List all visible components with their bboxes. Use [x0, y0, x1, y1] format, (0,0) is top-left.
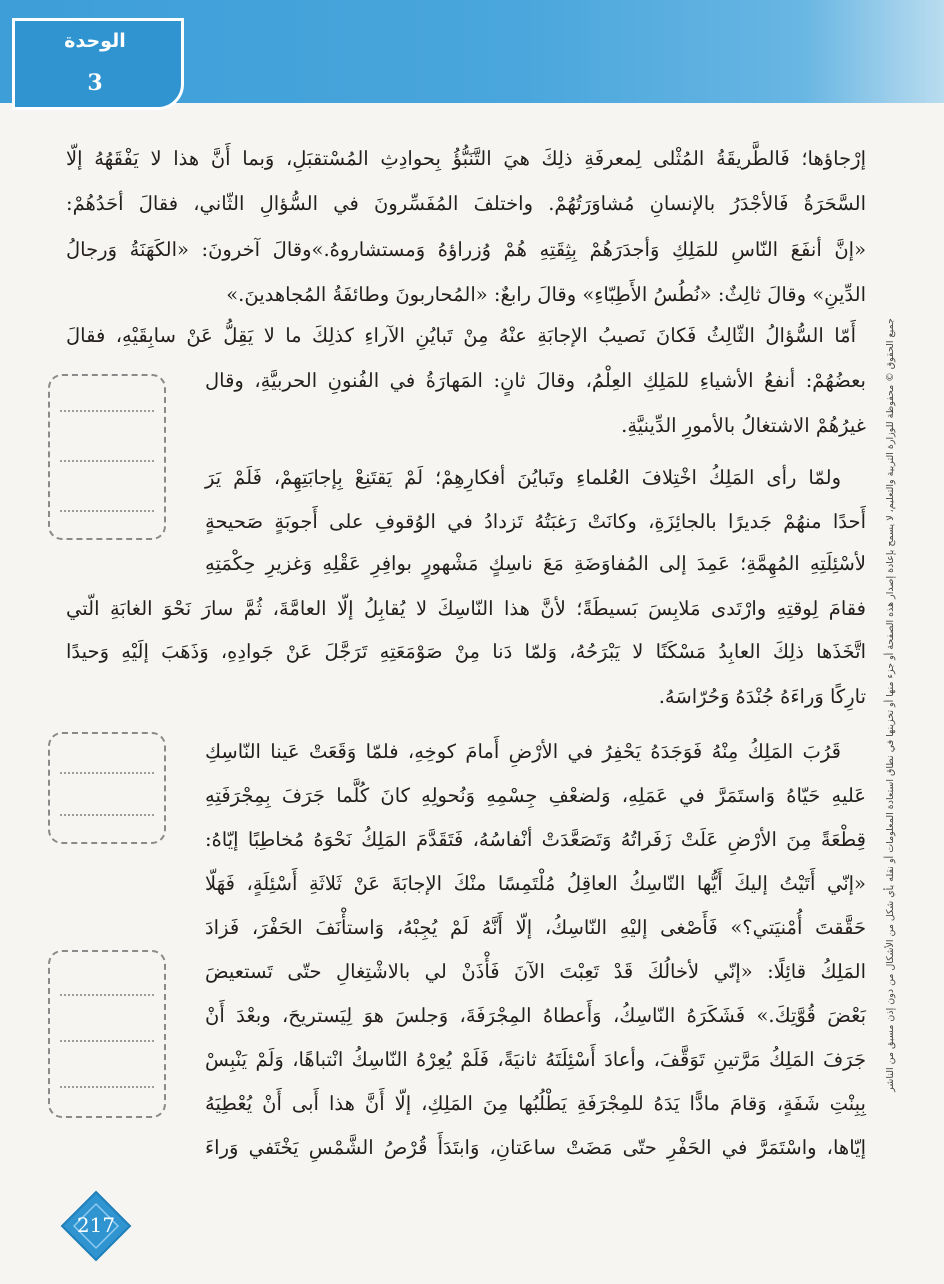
- text-line: بعضُهُمْ: أنفعُ الأشياءِ للمَلِكِ العِلْمُ، وقالَ ثانٍ: المَهارَةُ في الفُنونِ الحربيَّةِ، وقال: [205, 369, 866, 392]
- note-line: [60, 1040, 154, 1042]
- note-line: [60, 772, 154, 774]
- note-box[interactable]: [48, 950, 166, 1118]
- text-line: لأسْئِلَتِهِ المُهِمَّةِ؛ عَمِدَ إلى المُفاوَضَةِ مَعَ ناسِكٍ مَشْهورٍ بوافِرِ عَقْلِهِ وَغزيرِ حِكْمَتِهِ: [205, 552, 866, 575]
- copyright-side-note: [885, 310, 901, 1100]
- unit-number: 3: [87, 70, 103, 96]
- text-line: عَليهِ حَيّاهُ وَاستَمَرَّ في عَمَلِهِ، وَلضعْفِ جِسْمِهِ وَنُحولِهِ كانَ كُلَّما جَرَفَ بِمِجْرَفَتِهِ: [205, 784, 866, 807]
- text-line: اتَّخَذَها ذلِكَ العابِدُ مَسْكَنًا لا يَبْرَحُهُ، وَلمّا دَنا مِنْ صَوْمَعَتِهِ تَرَجَّلَ عَنْ جَوادِهِ، وَذَهَبَ إلَيْهِ وَحيدًا: [66, 640, 866, 663]
- note-box[interactable]: [48, 732, 166, 844]
- text-line: فقامَ لِوقتِهِ وارْتَدى مَلابِسَ بَسيطَةً؛ لأنَّ هذا النّاسِكَ لا يُقابِلُ إلّا العامَّةَ، ثُمَّ سارَ نَحْوَ الغابَةِ الّتي: [66, 597, 866, 620]
- note-line: [60, 410, 154, 412]
- note-line: [60, 510, 154, 512]
- text-line: «إنّي أَتَيْتُ إليكَ أَيُّها النّاسِكُ العاقِلُ مُلْتَمِسًا منْكَ الإجابَةَ عَنْ ثَلاثَةِ أَسْئِلَةٍ، فَهَلّا: [205, 872, 866, 895]
- note-line: [60, 814, 154, 816]
- text-line: المَلِكُ قائِلًا: «إنّي لأخالُكَ قَدْ تَعِبْتَ الآنَ فَأْذَنْ لي بالاشْتِغالِ حتّى تَستعيضَ: [205, 960, 866, 983]
- text-line: أَمّا السُّؤالُ الثّالِثُ فَكانَ نَصيبُ الإجابَةِ عنْهُ مِنْ تَبايُنِ الآراءِ كذلِكَ ما لا يَقِلُّ عَنْ سابِقَيْهِ، فقالَ: [66, 324, 856, 347]
- text-line: حَقَّقتَ أُمْنيَتي؟» فَأَصْغى إليْهِ النّاسِكُ، إلّا أَنَّهُ لَمْ يُجِبْهُ، وَاستأْنَفَ الحَفْرَ، فَزادَ: [205, 916, 866, 939]
- text-line: ولمّا رأى المَلِكُ اخْتِلافَ العُلماءِ وتَبايُنَ أفكارِهِمْ؛ لَمْ يَقتَنِعْ بِإجابَتِهِمْ، فَلَمْ يَرَ: [205, 466, 841, 489]
- text-line: غيرُهُمْ الاشتغالُ بالأمورِ الدِّينيَّةِ.: [621, 414, 866, 437]
- text-line: بِبِنْتِ شَفَةٍ، وَقامَ مادًّا يَدَهُ للمِجْرَفَةِ يَطْلُبُها مِنَ المَلِكِ، إلّا أَنَّ هذا أَبى أَنْ يُعْطِيَهُ: [205, 1092, 866, 1115]
- text-line: إرْجاؤها؛ فَالطَّريقَةُ المُثْلى لِمعرفَةِ ذلِكَ هيَ التَّنَبُّؤُ بِحوادِثِ المُسْتقبَلِ، وَبما أَنَّ هذا لا يَفْقَهُهُ إلّا: [66, 147, 866, 170]
- text-line: إيّاها، واسْتَمَرَّ في الحَفْرِ حتّى مَضَتْ ساعَتانِ، وَابتَدَأَ قُرْصُ الشَّمْسِ يَخْتَفي وَراءَ: [205, 1136, 866, 1159]
- note-line: [60, 460, 154, 462]
- note-line: [60, 994, 154, 996]
- page-number: 217: [76, 1213, 116, 1237]
- note-box[interactable]: [48, 374, 166, 540]
- text-line: قِطْعَةً مِنَ الأرْضِ عَلَتْ زَفَراتُهُ وَتَصَعَّدَتْ أنْفاسُهُ، فَتَقَدَّمَ المَلِكُ نَحْوَهُ مُخاطِبًا إيّاهُ:: [205, 828, 866, 851]
- text-line: الدِّينِ» وقالَ ثالِثٌ: «نُطُسُ الأَطِبّاءِ» وقالَ رابعٌ: «المُحاربونَ وطائفَةُ المُجاهدينَ.»: [226, 283, 866, 306]
- text-line: جَرَفَ المَلِكُ مَرَّتينِ تَوَقَّفَ، وأعادَ أَسْئِلَتَهُ ثانيَةً، فَلَمْ يُعِرْهُ النّاسِكُ انْتباهًا، وَلَمْ يَنْبِسْ: [205, 1048, 866, 1071]
- text-line: قَرُبَ المَلِكُ مِنْهُ فَوَجَدَهُ يَحْفِرُ في الأرْضِ أَمامَ كوخِهِ، فلمّا وَقَعَتْ عَينا النّاسِكِ: [205, 740, 841, 763]
- note-line: [60, 1086, 154, 1088]
- text-line: «إنَّ أنفَعَ النّاسِ للمَلِكِ وَأجدَرَهُمْ بِثِقَتِهِ هُمْ وُزراؤهُ وَمستشاروهُ.»وقالَ آخرونَ: «الكَهَنَةُ وَرجالُ: [66, 238, 866, 261]
- text-line: السَّحَرَةُ فَالأجْدَرُ بالإنسانِ مُشاوَرَتُهُمْ. واختلفَ المُفَسِّرونَ في السُّؤالِ الثّاني، فقالَ أحَدُهُمْ:: [66, 192, 866, 215]
- text-line: أَحدًا منهُمْ جَديرًا بالجائِزَةِ، وكانَتْ رَغبَتُهُ تَزدادُ في الوُقوفِ على أَجوبَةٍ صَحيحةٍ: [205, 510, 866, 533]
- unit-label: الوحدة: [64, 30, 126, 52]
- copyright-text: جميع الحقوق © محفوظة للوزارة التربية والتعليم، لا يسمح بإعادة إصدار هذه الصفحة أو جزء منها أو تخزينها في نطاق استعادة المعلومات أو نقله بأي شكل من الأشكال من دون إذن مسبق من الناشر: [885, 318, 896, 1092]
- text-line: تارِكًا وَراءَهُ جُنْدَهُ وَحُرّاسَهُ.: [658, 685, 866, 708]
- text-line: بَعْضَ قُوَّتِكَ.» فَشَكَرَهُ النّاسِكُ، وَأَعطاهُ المِجْرَفَةَ، وَجلسَ هوَ لِيَستريحَ، وبعْدَ أَنْ: [205, 1004, 866, 1027]
